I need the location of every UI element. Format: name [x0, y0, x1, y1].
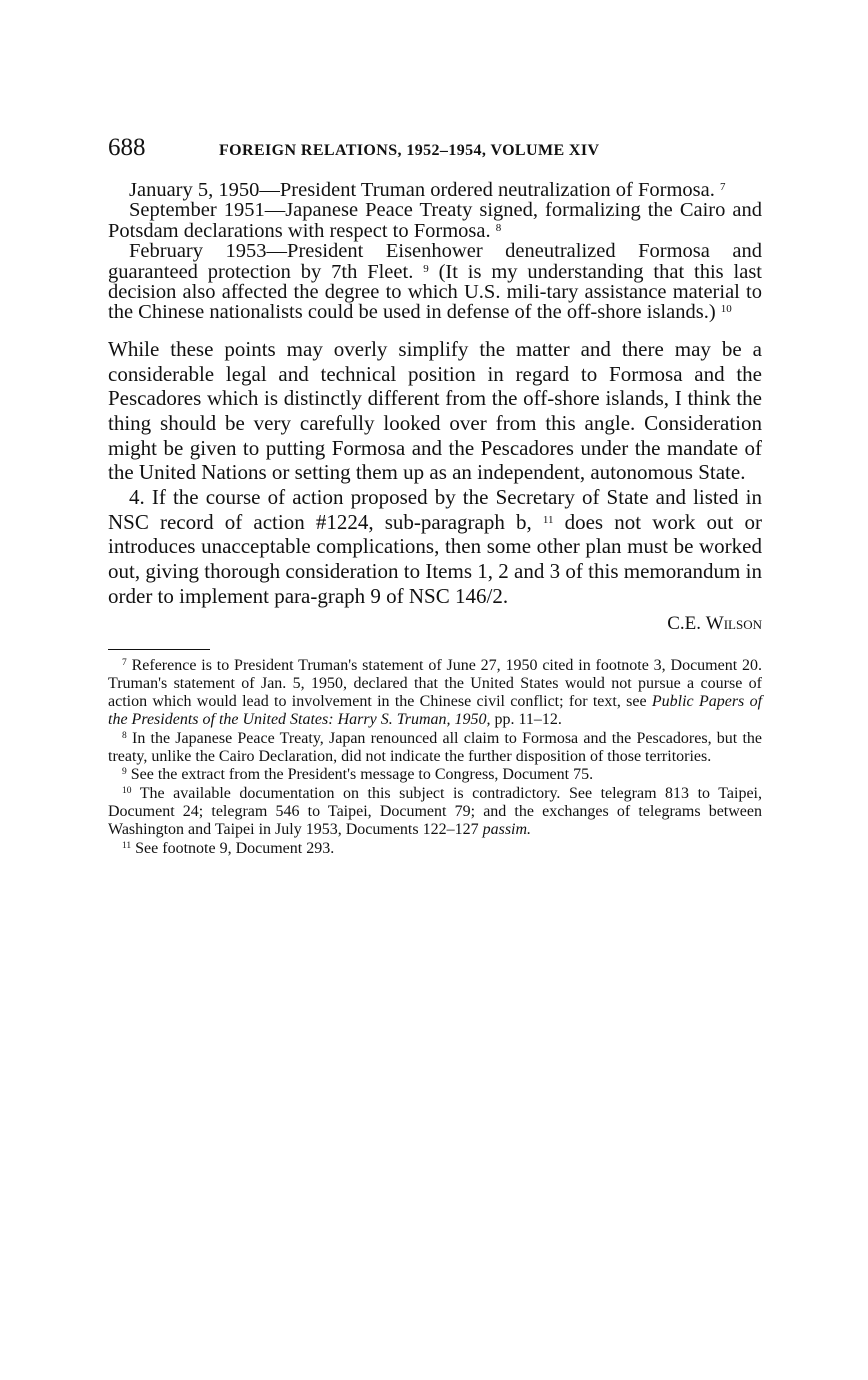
body-text: [108, 337, 762, 609]
footnote-ref: 10: [720, 303, 732, 316]
quoted-chronology: [108, 180, 762, 323]
footnote-ref: 11: [542, 513, 554, 526]
document-page: [108, 132, 762, 858]
chronology-item: September 1951—Japanese Peace Treaty signed, formalizing the Cairo and Potsdam declarations with respect to Formosa. $^8$: [108, 199, 762, 242]
footnote: $^8$ In the Japanese Peace Treaty, Japan renounced all claim to Formosa and the Pescadores, but the treaty, unlike the Cairo Declaration, did not indicate the further disposition of those territories.: [108, 729, 763, 766]
footnote-divider: [108, 649, 210, 650]
footnotes: [108, 657, 762, 858]
footnote: $^7$ Reference is to President Truman's statement of June 27, 1950 cited in footnote 3, Document 20. Truman's statement of Jan. 5, 1950, declared that the United States would not pursue a course of action which would lead to involvement in the Chinese civil conflict; for text, see Public Papers of the Presidents of the United States: Harry S. Truman, 1950, pp. 11–12.: [108, 656, 763, 729]
footnote-ref: 9: [423, 262, 429, 275]
body-paragraph: While these points may overly simplify the matter and there may be a considerable legal and technical position in regard to Formosa and the Pescadores which is distinctly different from the off-shore islands, I think the thing should be very carefully looked over from this angle. Consideration might be given to putting Formosa and the Pescadores under the mandate of the United Nations or setting them up as an independent, autonomous State.: [108, 336, 762, 485]
body-paragraph: 4. If the course of action proposed by the Secretary of State and listed in NSC record of action #1224, sub-paragraph b, $^{11}$ does not work out or introduces unacceptable complications, then some other plan must be worked out, giving thorough consideration to Items 1, 2 and 3 of this memorandum in order to implement para-graph 9 of NSC 146/2.: [108, 485, 762, 608]
footnote: $^{11}$ See footnote 9, Document 293.: [122, 839, 335, 857]
page-header: [108, 132, 762, 168]
running-head: FOREIGN RELATIONS, 1952–1954, VOLUME XIV: [219, 142, 600, 159]
footnote-ref: 8: [495, 221, 502, 234]
chronology-item: January 5, 1950—President Truman ordered neutralization of Formosa. $^7$: [129, 179, 726, 201]
footnote: $^9$ See the extract from the President's message to Congress, Document 75.: [122, 766, 594, 784]
footnote: $^{10}$ The available documentation on this subject is contradictory. See telegram 813 to Taipei, Document 24; telegram 546 to Taipei, Document 79; and the exchanges of telegrams between Washington and Taipei in July 1953, Documents 122–127 passim.: [108, 784, 762, 839]
signature: C.E. Wilson: [667, 612, 762, 634]
chronology-item: February 1953—President Eisenhower deneutralized Formosa and guaranteed protection by 7th Fleet. $^9$ (It is my understanding that this last decision also affected the degree to which U.S. mili-tary assistance material to the Chinese nationalists could be used in defense of the off-shore islands.) $^{10}$: [108, 240, 762, 324]
footnote-ref: 7: [719, 181, 726, 193]
page-number: 688: [108, 134, 146, 161]
